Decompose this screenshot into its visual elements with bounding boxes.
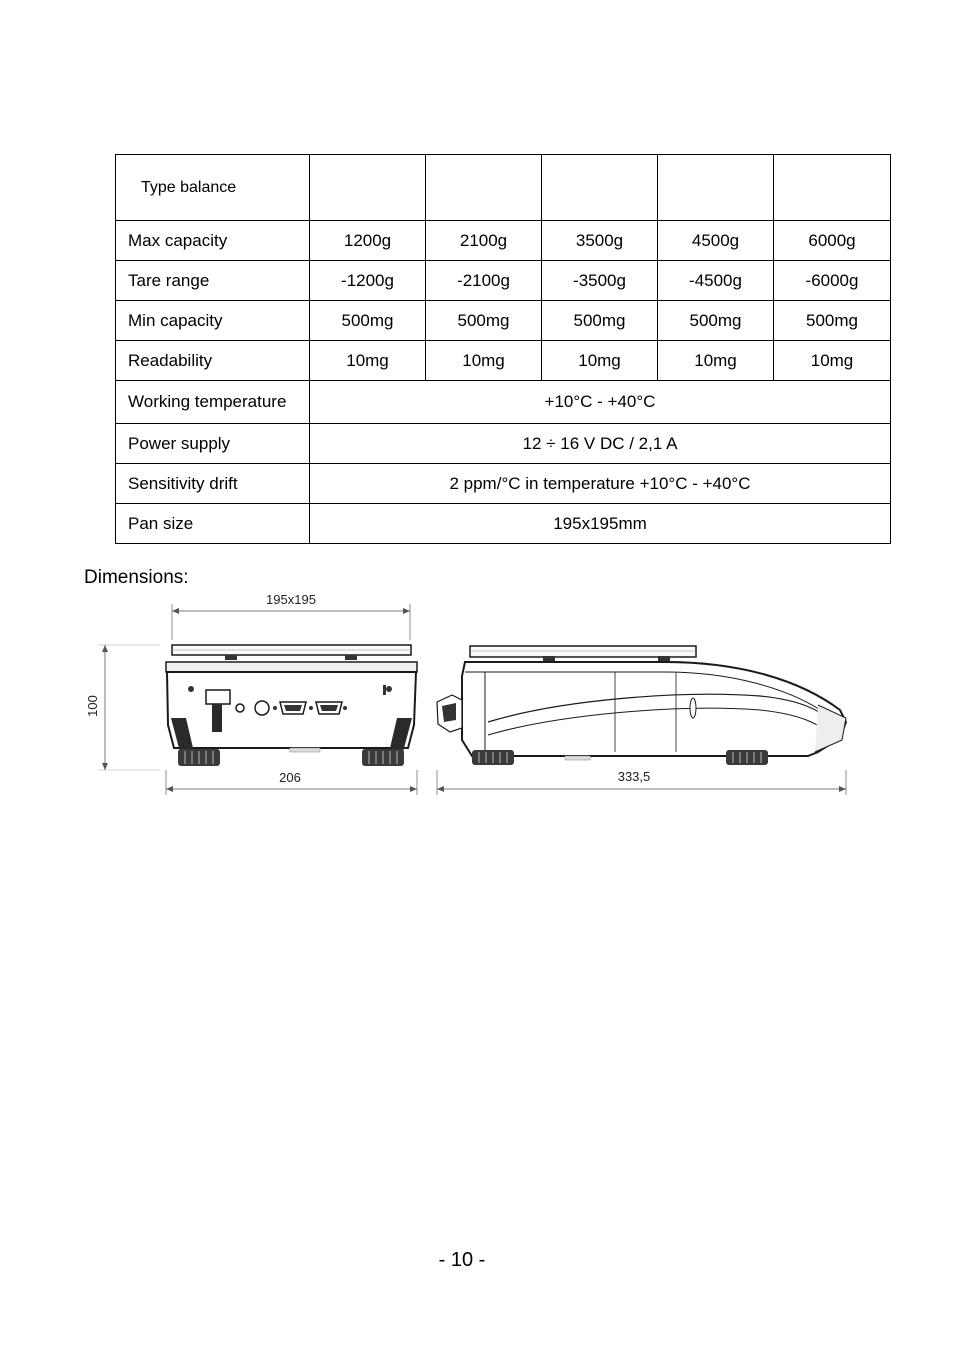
- table-cell: +10°C - +40°C: [310, 381, 891, 424]
- row-label: Max capacity: [116, 221, 310, 261]
- table-cell: 10mg: [310, 341, 426, 381]
- table-cell: 10mg: [426, 341, 542, 381]
- table-cell: 500mg: [426, 301, 542, 341]
- row-label: Sensitivity drift: [116, 464, 310, 504]
- front-view: [98, 604, 417, 795]
- table-cell: 500mg: [310, 301, 426, 341]
- table-cell: 195x195mm: [310, 504, 891, 544]
- depth-label: 333,5: [617, 769, 651, 784]
- row-label: Min capacity: [116, 301, 310, 341]
- table-cell: -1200g: [310, 261, 426, 301]
- table-cell: -4500g: [658, 261, 774, 301]
- row-label: Power supply: [116, 424, 310, 464]
- pan-size-label: 195x195: [266, 592, 316, 607]
- width-label: 206: [279, 770, 301, 785]
- row-label: Pan size: [116, 504, 310, 544]
- row-label: Tare range: [116, 261, 310, 301]
- table-cell: -2100g: [426, 261, 542, 301]
- height-label: 100: [85, 695, 100, 717]
- table-cell: 2100g: [426, 221, 542, 261]
- table-cell: 500mg: [658, 301, 774, 341]
- table-cell: 4500g: [658, 221, 774, 261]
- table-cell: 10mg: [542, 341, 658, 381]
- table-cell: 500mg: [774, 301, 891, 341]
- table-cell: 10mg: [774, 341, 891, 381]
- table-cell: 6000g: [774, 221, 891, 261]
- table-cell: 2 ppm/°C in temperature +10°C - +40°C: [310, 464, 891, 504]
- table-cell: 3500g: [542, 221, 658, 261]
- dimensions-heading: Dimensions:: [84, 567, 189, 588]
- table-cell: -6000g: [774, 261, 891, 301]
- row-label: Working temperature: [116, 381, 310, 424]
- table-cell: 1200g: [310, 221, 426, 261]
- page-number: - 10 -: [438, 1249, 486, 1271]
- table-cell: 500mg: [542, 301, 658, 341]
- table-cell: 10mg: [658, 341, 774, 381]
- type-balance-label: Type balance: [116, 155, 310, 221]
- table-cell: 12 ÷ 16 V DC / 2,1 A: [310, 424, 891, 464]
- row-label: Readability: [116, 341, 310, 381]
- table-cell: -3500g: [542, 261, 658, 301]
